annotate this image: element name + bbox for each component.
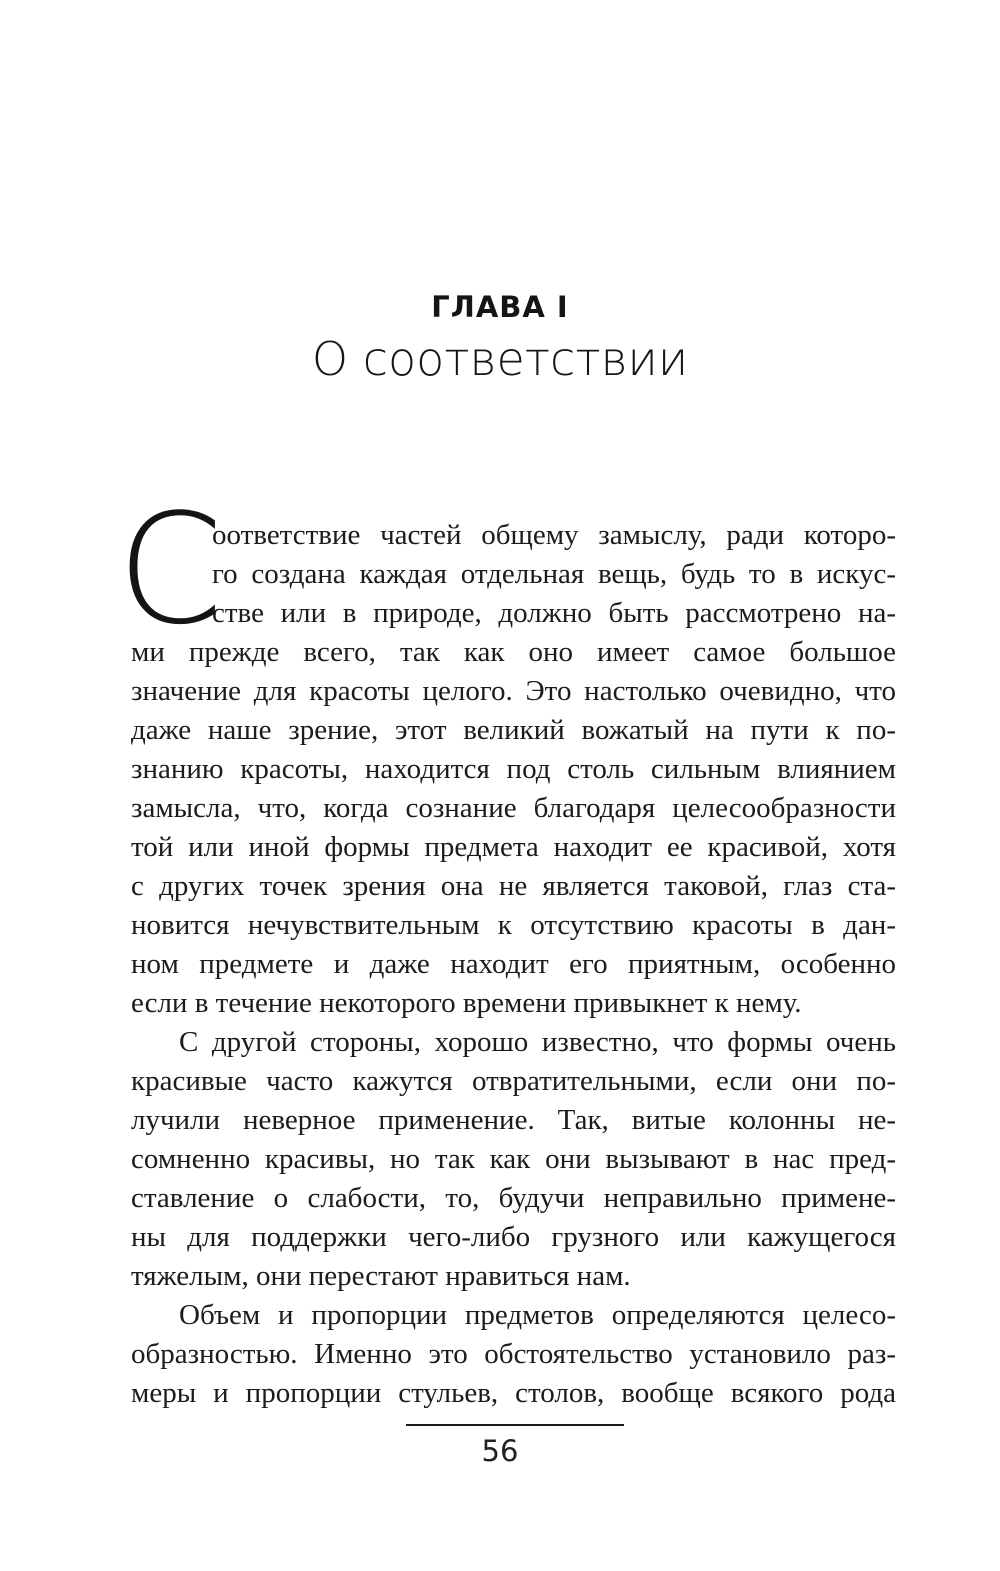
text-line: ми прежде всего, так как оно имеет самое большое (131, 636, 896, 668)
text-line: если в течение некоторого времени привыкнет к нему. (131, 987, 802, 1019)
text-line: красивые часто кажутся отвратительными, если они по- (131, 1065, 896, 1097)
text-line: ны для поддержки чего-либо грузного или кажущегося (131, 1221, 896, 1253)
text-line: значение для красоты целого. Это настолько очевидно, что (131, 675, 896, 707)
text-line: оответствие частей общему замыслу, ради которо- (212, 519, 896, 551)
paragraph-3 (131, 1296, 896, 1413)
paragraph-1-dropcap-lines (131, 516, 896, 633)
text-line: стве или в природе, должно быть рассмотрено на- (212, 597, 896, 629)
chapter-title: О соответствии (311, 332, 689, 386)
text-line: лучили неверное применение. Так, витые колонны не- (131, 1104, 896, 1136)
text-line: образностью. Именно это обстоятельство установило раз- (131, 1338, 896, 1370)
text-line: ном предмете и даже находит его приятным, особенно (131, 948, 896, 980)
text-line: даже наше зрение, этот великий вожатый на пути к по- (131, 714, 896, 746)
text-line: новится нечувствительным к отсутствию красоты в дан- (131, 909, 896, 941)
text-line: го создана каждая отдельная вещь, будь то в искус- (212, 558, 896, 590)
text-line: Объем и пропорции предметов определяются целесо- (179, 1299, 896, 1331)
text-line: меры и пропорции стульев, столов, вообще всякого рода (131, 1377, 896, 1409)
text-line: замысла, что, когда сознание благодаря целесообразности (131, 792, 896, 824)
text-line: С другой стороны, хорошо известно, что формы очень (179, 1026, 896, 1058)
text-line: тяжелым, они перестают нравиться нам. (131, 1260, 631, 1292)
paragraph-2 (131, 1023, 896, 1296)
text-line: знанию красоты, находится под столь сильным влиянием (131, 753, 896, 785)
text-line: той или иной формы предмета находит ее красивой, хотя (131, 831, 896, 863)
chapter-label: ГЛАВА I (431, 290, 569, 324)
drop-cap: С (117, 481, 224, 658)
text-line: с других точек зрения она не является таковой, глаз ста- (131, 870, 896, 902)
page-number: 56 (481, 1434, 519, 1468)
paragraph-1 (131, 633, 896, 1023)
text-line: сомненно красивы, но так как они вызывают в нас пред- (131, 1143, 896, 1175)
text-line: ставление о слабости, то, будучи неправильно примене- (131, 1182, 896, 1214)
footer-divider (406, 1424, 624, 1426)
